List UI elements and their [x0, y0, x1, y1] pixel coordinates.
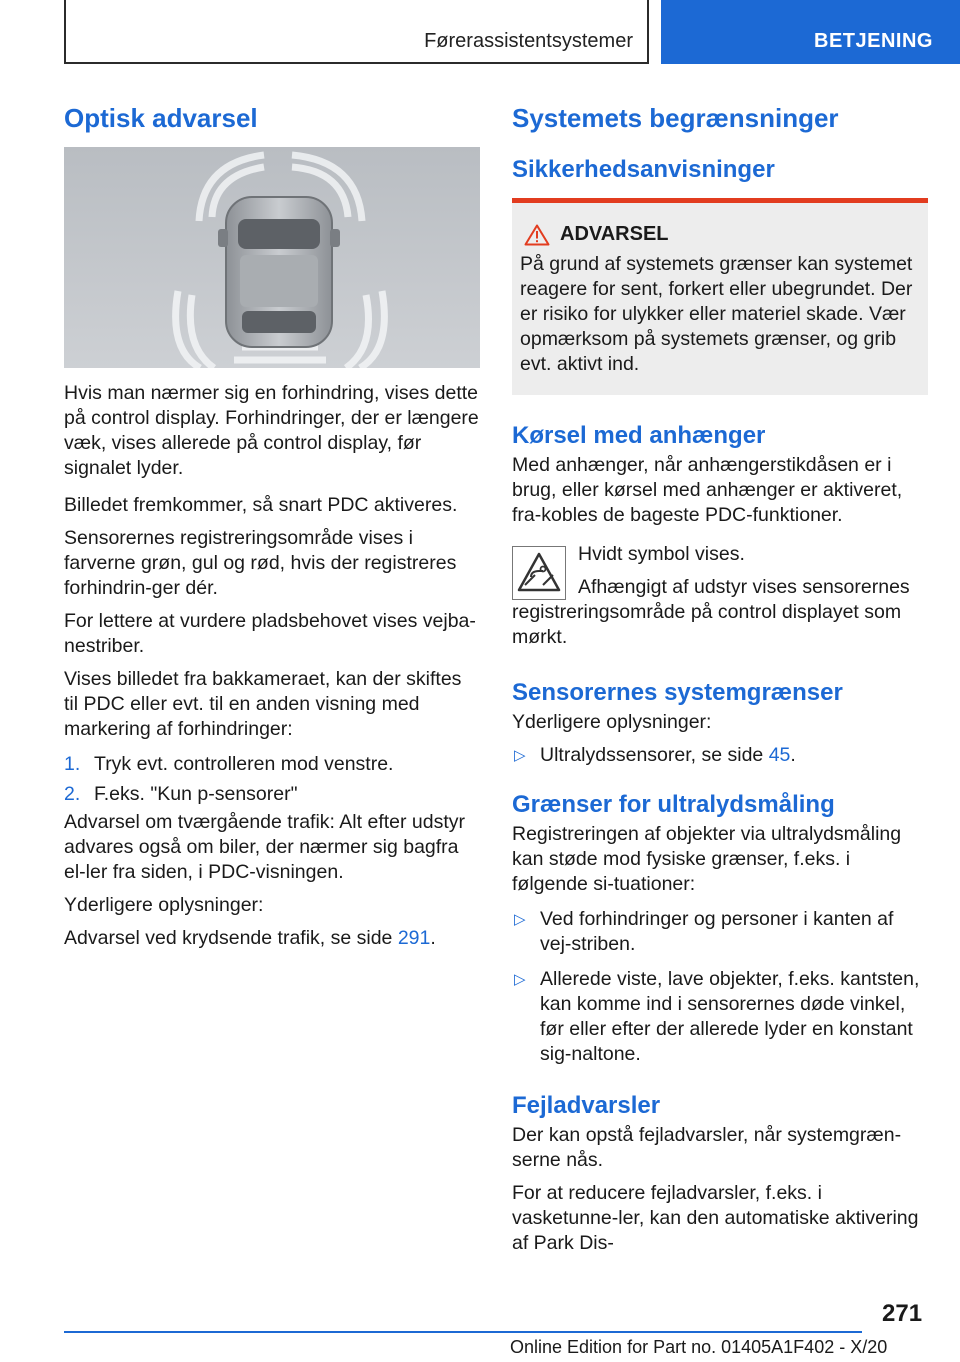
- header-chapter-title: BETJENING: [814, 30, 933, 52]
- list-item: [512, 907, 928, 957]
- reference-text: Advarsel ved krydsende trafik, se side: [64, 927, 398, 949]
- pdc-car-graphic: [64, 147, 480, 368]
- symbol-depend-text: Afhængigt af udstyr vises sensorernes registreringsområde på control displayet som mørkt.: [512, 576, 910, 648]
- paragraph-camera-switch: Vises billedet fra bakkameraet, kan der skiftes til PDC eller evt. til en anden visning med markering af forhindringer:: [64, 668, 462, 740]
- reference-end: .: [430, 927, 436, 949]
- bullet-triangle-icon: ▷: [514, 747, 526, 764]
- steps-list: [64, 752, 480, 807]
- paragraph-false-alarms-1: Der kan opstå fejladvarsler, når systemgræn-serne nås.: [512, 1124, 902, 1171]
- heading-optical-warning: Optisk advarsel: [64, 103, 258, 133]
- bullet-text: Ultralydssensorer, se side: [540, 744, 769, 766]
- warning-title-row: [520, 223, 914, 246]
- bullet-end: .: [790, 744, 796, 766]
- list-item: [64, 752, 480, 777]
- ultrasonic-bullets: [512, 907, 928, 1067]
- page-link-291[interactable]: 291: [397, 927, 431, 949]
- warning-triangle-icon: [524, 224, 550, 246]
- header-section-title: Førerassistentsystemer: [424, 30, 633, 52]
- list-item: [512, 967, 928, 1067]
- footer-edition: Online Edition for Part no. 01405A1F402 - X/20: [510, 1337, 888, 1357]
- paragraph-more-info: Yderligere oplysninger:: [64, 894, 264, 916]
- warning-title: ADVARSEL: [560, 223, 669, 245]
- paragraph-trailer: Med anhænger, når anhængerstikdåsen er i brug, eller kørsel med anhænger er aktiveret, fra-kobles de bageste PDC-funktioner.: [512, 454, 903, 526]
- step-text: Tryk evt. controlleren mod venstre.: [94, 753, 394, 775]
- step-number: 2.: [64, 783, 81, 805]
- paragraph-lane-stripes: For lettere at vurdere pladsbehovet vises vejba-nestriber.: [64, 610, 476, 657]
- paragraph-activation: Billedet fremkommer, så snart PDC aktiveres.: [64, 494, 458, 516]
- paragraph-sensor-more-info: Yderligere oplysninger:: [512, 711, 712, 733]
- bullet-triangle-icon: ▷: [514, 911, 526, 928]
- paragraph-false-alarms-2: For at reducere fejladvarsler, f.eks. i vasketunne-ler, kan den automatiske aktivering af Park Dis-: [512, 1182, 919, 1254]
- paragraph-reference: [64, 926, 480, 951]
- heading-ultrasonic: Grænser for ultralydsmåling: [512, 791, 835, 818]
- list-item: [512, 743, 928, 768]
- pdc-display-illustration: [64, 147, 480, 368]
- heading-sensor-limits: Sensorernes systemgrænser: [512, 679, 843, 706]
- page-number: 271: [882, 1300, 923, 1327]
- step-text: F.eks. "Kun p-sensorer": [94, 783, 298, 805]
- heading-system-limits: Systemets begrænsninger: [512, 103, 839, 133]
- trailer-symbol-icon: [512, 546, 566, 600]
- list-item: [64, 782, 480, 807]
- paragraph-cross-traffic: Advarsel om tværgående trafik: Alt efter udstyr advares også om biler, der nærmer sig bagfra el-ler fra siden, i PDC-visningen.: [64, 811, 466, 883]
- page-link-45[interactable]: 45: [768, 744, 791, 766]
- paragraph-colors: Sensorernes registreringsområde vises i farverne grøn, gul og rød, hvis der registreres forhindrin-ger dér.: [64, 527, 457, 599]
- warning-text: På grund af systemets grænser kan systemet reagere for sent, forkert eller ubegrundet. Der er risiko for ulykker eller materiel skade. Vær opmærksom på systemets grænser, og grib evt. aktivt ind.: [520, 253, 913, 375]
- bullet-text: Ved forhindringer og personer i kanten af vej-striben.: [540, 908, 894, 955]
- heading-trailer: Kørsel med anhænger: [512, 422, 766, 449]
- bullet-triangle-icon: ▷: [514, 971, 526, 988]
- heading-safety: Sikkerhedsanvisninger: [512, 156, 775, 183]
- heading-false-alarms: Fejladvarsler: [512, 1092, 661, 1119]
- footer-divider: [64, 1331, 862, 1333]
- step-number: 1.: [64, 753, 81, 775]
- warning-box: [512, 198, 928, 395]
- right-column: [512, 100, 928, 1256]
- paragraph-approach: Hvis man nærmer sig en forhindring, vises dette på control display. Forhindringer, der er længere væk, vises allerede på control display, før signalet lyder.: [64, 382, 479, 479]
- sensor-bullets: [512, 743, 928, 768]
- header-chapter-tab: [661, 0, 960, 64]
- bullet-text: Allerede viste, lave objekter, f.eks. kantsten, kan komme ind i sensorernes døde vinkel, før eller efter der allerede lyder en konstant sig-naltone.: [540, 968, 920, 1065]
- trailer-symbol-row: [512, 542, 928, 650]
- symbol-text: Hvidt symbol vises.: [578, 543, 745, 565]
- left-column: [64, 100, 480, 951]
- header-section-box: [64, 0, 649, 64]
- paragraph-ultrasonic: Registreringen af objekter via ultralydsmåling kan støde mod fysiske grænser, f.eks. i følgende si-tuationer:: [512, 823, 902, 895]
